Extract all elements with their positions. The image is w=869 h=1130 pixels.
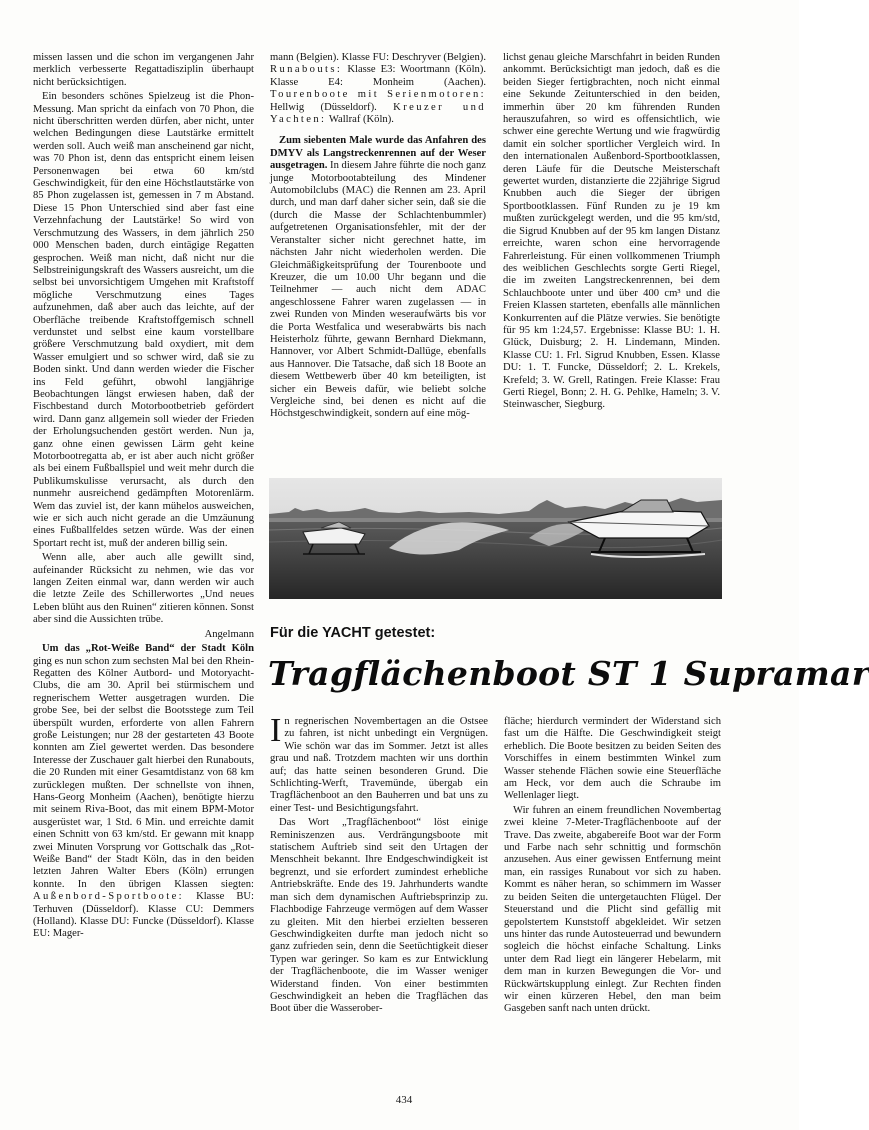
article-column-4 — [270, 712, 488, 1092]
paragraph: fläche; hierdurch vermindert der Widerstand sich fast um die Hälfte. Die Geschwindigkeit steigt erheblich. Die Boote besitzen zu beiden Seiten des Vorschiffes in einem bestimmten Winkel zum Wasser stehende Flächen sowie eine Steuerfläche am Heck, vor dem auch die Schraube im Wellenlager liegt. — [504, 716, 721, 802]
paragraph-text: n regnerischen Novembertagen an die Ostsee zu fahren, ist nicht unbedingt ein Vergnügen. Wie schön war das im Sommer. Jetzt ist alles grau und naß. Trotzdem machten wir uns dorthin auf; das hatte seinen besonderen Grund. Die Schlichting-Werft, Travemünde, übergab ein Tragflächenboot an den Bauherren und bat uns zu einer Test- und Besichtigungsfahrt. — [270, 716, 488, 814]
author-signature: Angelmann — [204, 628, 254, 640]
paragraph-text: Wallraf (Köln). — [326, 114, 394, 126]
paragraph-text: ging es nun schon zum sechsten Mal bei den Rhein-Regatten des Kölner Autbord- und Motoryacht-Clubs, die am 30. April bei stürmischem und regnerischem Wetter ausgetragen wurden. Die grobe See, bei der selbst die Bootsstege zum Teil überspült wurden, erforderte von allen Fahrern große Leistungen; nur 28 der gestarteten 43 Boote konnten am Ziel gewertet werden. Das besondere Interesse der Zuschauer galt hierbei den Runabouts, die 20 Runden mit einer Gesamtdistanz von 68 km zurücklegen mußten. Der schnellste von ihnen, Hans-Georg Monheim (Aachen), benötigte hierzu mit seinem Riva-Boot, das mit einem BPM-Motor ausgerüstet war, 1 Std. 6 Min. und erreichte damit einen Schnitt von 63 km/std. Er gewann mit knapp zwei Minuten Vorsprung vor Gottschalk das „Rot-Weiße Band“ der Stadt Köln, das in den beiden letzten Jahren Walter Ebers (Köln) errungen konnte. In den übrigen Klassen siegten: — [33, 655, 254, 890]
paragraph-koeln — [33, 643, 254, 941]
intro-paragraph — [270, 712, 488, 815]
paragraph: Ein besonders schönes Spielzeug ist die Phon-Messung. Man spricht da einfach von 70 Phon, die nicht überschritten werden dürfen, aber nicht, unter welchen Bedingungen diese Lautstärke ermittelt werden soll. Auch weiß man anscheinend gar nicht, was 70 Phon ist, denn das entspricht einem leisen Personenwagen bei etwa 60 km/std Geschwindigkeit, für den eine Höchstlautstärke von 85 Phon zugelassen ist, gemessen in 7 m Abstand. Diese 15 Phon Unterschied sind aber fast eine Verzehnfachung der Lautstärke! So wird von Verschmutzung des Wassers, in dem jährlich 250 000 Menschen baden, durch eintägige Regatten gesprochen. Weiß man nicht, daß nicht nur die Selbstreinigungskraft des Wassers ausreicht, um die selbst bei unvorsichtigem Umgehen mit Kraftstoff mögliche Verschmutzung eines Tages aufzunehmen, daß aber auch das leichte, auf der Oberfläche treibende Kraftstoffgemisch schnell verdunstet und selbst eine kaum vorstellbare größere Verschmutzung bald oxydiert, mit dem Wasser emulgiert und so schwer wird, daß sie zu Boden sinkt. Und dann werden wieder die Fischer ins Feld geführt, obwohl langjährige Beobachtungen längst erwiesen haben, daß der Fischbestand durch Motorbootbetrieb gefördert wird. Dann ganz allgemein soll wieder der Frieden der Erholungsuchenden gestört werden. Nun ja, ganz ohne einen gewissen Lärm geht keine Motorbootregatta ab, er ist aber auch nicht größer als bei einem Fußballspiel und weit mehr durch die Publikumskulisse verursacht, als durch den nunmehr ausreichend gedämpften Motorenlärm. Wem das zuviel ist, der kann mühelos ausweichen, wie er sich auch nicht gerade an die Umzäunung eines Fußballfeldes setzen würde. Was der einen Sportart recht ist, muß der anderen billig sein. — [33, 91, 254, 549]
class-name: Außenbord-Sportboote: — [33, 891, 185, 903]
lead-in-heading: Um das „Rot-Weiße Band“ der Stadt Köln — [42, 643, 254, 655]
paragraph: lichst genau gleiche Marschfahrt in beiden Runden ankommt. Berücksichtigt man jedoch, daß es die beiden Sieger fertigbrachten, noch nicht einmal eine Sekunde Zeitunterschied in den beiden, immerhin über 20 km führenden Runden herauszufahren, so wird es offensichtlich, wie schwer eine gerechte Wertung und wie fragwürdig damit ein solcher sportlicher Vergleich wird. In den internationalen Außenbord-Sportbootklassen, deren Läufe für die Deutsche Meisterschaft gewertet wurden, distanzierte die 22jährige Sigrud Knubben auch die Sieger der übrigen Sportbootklassen. Fünf Runden zu je 19 km mußten zurückgelegt werden, und die 95 km/std, die Sigrud Knubben auf der 95 km langen Distanz erreichte, waren schon eine hervorragende Fahrerleistung. Für einen vollkommenen Triumph des weiblichen Geschlechts sorgte Gerti Riegel, die im zweiten Langstreckenrennen, bei dem Schlauchboote unter und über 400 cm³ und die Freien Klassen starteten, ebenfalls alle männlichen Konkurrenten auf die Plätze verwies. Sie benötigte für 95 km 1:24,57. Ergebnisse: Klasse BU: 1. H. Glück, Duisburg; 2. H. Lindemann, Minden. Klasse CU: 1. Frl. Sigrud Knubben, Essen. Klasse DU: 1. T. Funcke, Düsseldorf; 2. L. Krekels, Krefeld; 3. W. Grell, Ratingen. Freie Klasse: Frau Gerti Riegel, Bonn; 2. H. G. Pehlke, Hameln; 3. V. Steinwascher, Siegburg. — [503, 52, 720, 411]
article-headline: Tragflächenboot ST 1 Supramar — [268, 654, 869, 693]
paragraph-text: mann (Belgien). Klasse FU: Deschryver (Belgien). — [270, 52, 486, 63]
results-paragraph — [270, 52, 486, 126]
paragraph-text: Klasse E3: Woortmann (Köln). Klasse E4: Monheim (Aachen). — [270, 64, 486, 88]
page-number: 434 — [395, 1094, 413, 1106]
section-rubric: Für die YACHT getestet: — [270, 625, 436, 641]
class-name: Runabouts: — [270, 64, 343, 76]
paragraph: Wenn alle, aber auch alle gewillt sind, aufeinander Rücksicht zu nehmen, wie das vor langen Zeiten einmal war, dann werden wir auch die letzte Zeile des Schillerwortes „Und neues Leben blüht aus den Ruinen“ zitieren können. Sonst aber sind die Aussichten trübe. — [33, 552, 254, 626]
paragraph-text: In diesem Jahre führte die noch ganz junge Motorbootabteilung des Mindener Automobilclubs (MAC) die Rennen am 23. April durch, und man darf daher sicher sein, daß sie die (durch die Masse der Schlachtenbummler) aufgetretenen Organisationsfehler, mit der der Veranstalter sicher nicht gerechnet hatte, im nächsten Jahr nicht wiederholen werden. Die Gleichmäßigkeitsprüfung der Tourenboote und Kreuzer, die um 10.00 Uhr begann und die Teilnehmer — auch nicht dem ADAC angeschlossene Fahrer waren zugelassen — in zwei Runden von Minden weseraufwärts bis vor die Porta Westfalica und weserabwärts bis nach Heisterholz führte, gewann Bernhard Diekmann, Hannover, vor Albert Schmidt-Dallüge, ebenfalls aus Hannover. Die Tatsache, daß sich 18 Boote an diesem Wettbewerb über 40 km beteiligten, ist sicher ein Beweis dafür, wie beliebt solche Vergleiche sind, bei denen es nicht auf die Höchstgeschwindigkeit, sondern auf eine mög- — [270, 160, 486, 420]
paragraph-text: Klasse BU: Terhuven (Düsseldorf). Klasse CU: Demmers (Holland). Klasse DU: Funcke (Düsseldorf). Klasse EU: Mager- — [33, 891, 254, 940]
article-column-5 — [504, 716, 721, 1092]
paragraph: missen lassen und die schon im vergangenen Jahr merklich verbesserte Regattadisziplin überhaupt nicht berücksichtigen. — [33, 52, 254, 88]
hydrofoil-photo — [269, 478, 722, 599]
drop-cap: I — [270, 712, 282, 749]
paragraph-dmyv — [270, 135, 486, 420]
article-column-1 — [33, 52, 254, 1098]
lead-in-heading: Zum siebenten Male wurde das Anfahren des DMYV als Langstreckenrennen auf der Weser ausgetragen. — [270, 135, 486, 172]
class-name: Kreuzer und Yachten: — [270, 101, 486, 126]
class-name: Tourenboote mit Serienmotoren: — [270, 89, 486, 101]
paragraph: Das Wort „Tragflächenboot“ löst einige Reminiszenzen aus. Verdrängungsboote mit statischem Auftrieb sind seit den Urtagen der Menschheit bekannt. Ihre Endgeschwindigkeit ist begrenzt, und sie erfordert zumindest erhebliche Antriebskräfte. Ende des 19. Jahrhunderts wandte man sich dem dynamischen Auftriebsprinzip zu. Flachbodige Fahrzeuge vermögen auf dem Wasser zu gleiten. Mit den hierbei erzielten besseren Geschwindigkeiten durfte man jedoch nicht so ganz zufrieden sein, denn die Seetüchtigkeit dieser Typen war geringer. So kam es zur Entwicklung der Tragflächenboote, die im Wasser weniger Widerstand finden. Von einer bestimmten Geschwindigkeit an heben die Tragflächen das Boot über die Wasserober- — [270, 817, 488, 1015]
article-column-2 — [270, 52, 486, 457]
paragraph: Wir fuhren an einem freundlichen Novembertag zwei kleine 7-Meter-Tragflächenboote auf der Trave. Das zweite, abgabereife Boot war der Form und Farbe nach sehr schnittig und formschön anzusehen. Aus einer gewissen Entfernung meint man, ein rassiges Runabout vor sich zu haben. Kommt es näher heran, so schimmern im Wasser zu beiden Seiten die untergetauchten Flügel. Der Steuerstand und die Plicht sind gefällig mit gepolstertem Kunststoff abgekleidet. Wir setzen uns hinter das runde Autosteuerrad und bewundern sogleich die höchst einfache Schaltung. Links unter dem Rad liegt ein längerer Hebelarm, mit dem man in kurzen Bewegungen die Vor- und Rückwärtskupplung einlegt. Zur Rechten finden wir einen kürzeren Hebel, den man beim Gasgeben sanft nach unten drückt. — [504, 804, 721, 1015]
paragraph-text: Hellwig (Düsseldorf). — [270, 101, 394, 113]
article-column-3 — [503, 52, 720, 457]
